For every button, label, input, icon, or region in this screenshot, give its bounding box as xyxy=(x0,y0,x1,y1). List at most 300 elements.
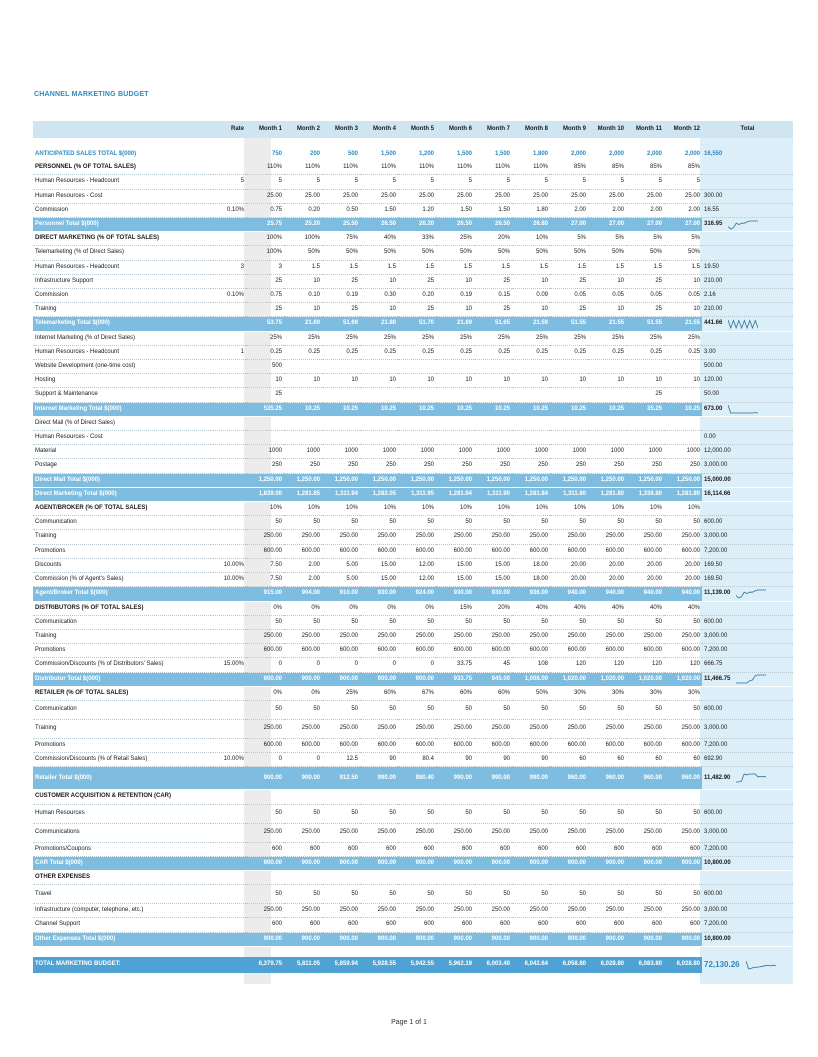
month-6-cell: 1000 xyxy=(436,445,474,459)
month-10-cell xyxy=(588,790,626,804)
month-7-cell: 50% xyxy=(474,246,512,260)
month-8-cell: 600 xyxy=(512,918,550,932)
total-value: 3,000.00 xyxy=(704,725,728,732)
month-2-cell: 250.00 xyxy=(284,629,322,643)
month-12-cell xyxy=(664,416,702,430)
row-total xyxy=(702,558,793,572)
month-1-cell: 250 xyxy=(246,459,284,473)
month-5-cell: 10% xyxy=(398,502,436,516)
month-7-cell: 0.25 xyxy=(474,345,512,359)
month-11-cell: 25 xyxy=(626,303,664,317)
month-5-cell: 250 xyxy=(398,459,436,473)
month-7-cell: 1,500 xyxy=(494,151,510,157)
month-9-cell: 50 xyxy=(550,516,588,530)
month-1-cell: 25% xyxy=(246,331,284,345)
subtotal-row xyxy=(33,218,793,232)
month-6-cell xyxy=(436,360,474,374)
row-total xyxy=(702,530,793,544)
month-5-cell: 1000 xyxy=(398,445,436,459)
month-1-cell: 535.25 xyxy=(246,402,284,416)
rate-cell: 0.10% xyxy=(211,289,246,303)
month-6-cell: 600.00 xyxy=(436,738,474,752)
month-10-cell: 40% xyxy=(588,601,626,615)
header-month-2: Month 2 xyxy=(284,121,322,138)
rate-cell xyxy=(211,331,246,345)
table-row xyxy=(33,738,793,752)
month-10-cell: 1,020.00 xyxy=(588,672,626,686)
month-3-cell: 25 xyxy=(322,303,360,317)
month-6-cell xyxy=(436,870,474,884)
month-2-cell: 5 xyxy=(284,175,322,189)
rate-cell xyxy=(211,587,246,601)
month-9-cell: 20.00 xyxy=(550,558,588,572)
month-3-cell: 250 xyxy=(322,459,360,473)
month-2-cell xyxy=(284,431,322,445)
month-12-cell: 85% xyxy=(664,161,702,175)
month-1-cell: 50 xyxy=(246,804,284,823)
row-label: Internet Marketing Total $(000) xyxy=(33,402,211,416)
month-3-cell: 5.00 xyxy=(322,573,360,587)
month-2-cell: 50 xyxy=(284,700,322,719)
month-7-cell: 110% xyxy=(474,161,512,175)
month-2-cell: 1,281.85 xyxy=(284,487,322,501)
row-total xyxy=(702,885,793,904)
month-3-cell: 600.00 xyxy=(322,644,360,658)
month-9-cell: 900.00 xyxy=(550,856,588,870)
month-4-cell xyxy=(360,360,398,374)
month-1-cell: 3 xyxy=(246,260,284,274)
rate-cell: 1 xyxy=(211,345,246,359)
month-12-cell: 250.00 xyxy=(664,823,702,842)
month-2-cell: 25.20 xyxy=(284,218,322,232)
sparkline-trend-line xyxy=(728,221,758,229)
row-total xyxy=(702,189,793,203)
sparkline-icon xyxy=(728,220,758,230)
month-7-cell: 1,311.90 xyxy=(474,487,512,501)
month-8-cell: 1,250.00 xyxy=(512,473,550,487)
month-6-cell: 5 xyxy=(436,175,474,189)
month-3-cell: 1.5 xyxy=(322,260,360,274)
subtotal-row xyxy=(33,767,793,790)
total-value: 3,000.00 xyxy=(704,462,728,469)
month-3-cell: 500 xyxy=(347,151,358,157)
month-2-cell: 600.00 xyxy=(284,544,322,558)
total-cell-content xyxy=(704,843,791,856)
month-9-cell: 1,250.00 xyxy=(550,473,588,487)
month-8-cell: 40% xyxy=(512,601,550,615)
total-value: 169.50 xyxy=(704,561,723,568)
month-3-cell: 25% xyxy=(322,686,360,700)
month-12-cell: 50 xyxy=(664,700,702,719)
sparkline-icon xyxy=(728,319,758,329)
month-12-cell: 6,028.80 xyxy=(664,957,702,973)
table-row xyxy=(33,374,793,388)
month-9-cell: 51.55 xyxy=(550,317,588,331)
month-7-cell: 25% xyxy=(474,331,512,345)
header-row xyxy=(33,121,793,138)
month-3-cell: 50 xyxy=(322,615,360,629)
month-3-cell: 0 xyxy=(322,658,360,672)
row-label: Direct Marketing Total $(000) xyxy=(33,487,211,501)
row-total xyxy=(702,402,793,416)
month-4-cell: 250.00 xyxy=(360,719,398,738)
row-label: Material xyxy=(33,445,211,459)
month-2-cell: 2.00 xyxy=(284,558,322,572)
month-2-cell xyxy=(284,388,322,402)
row-label: OTHER EXPENSES xyxy=(33,870,211,884)
row-label: DISTRIBUTORS (% OF TOTAL SALES) xyxy=(33,601,211,615)
month-4-cell: 0.25 xyxy=(360,345,398,359)
month-1-cell xyxy=(246,790,284,804)
month-3-cell: 250.00 xyxy=(322,719,360,738)
month-3-cell: 250.00 xyxy=(322,530,360,544)
sparkline-trend-line xyxy=(736,774,766,782)
row-label: CUSTOMER ACQUISITION & RETENTION (CAR) xyxy=(33,790,211,804)
month-6-cell: 1,250.00 xyxy=(436,473,474,487)
month-9-cell xyxy=(550,870,588,884)
row-total xyxy=(702,232,793,246)
month-5-cell xyxy=(398,790,436,804)
total-cell-content xyxy=(704,360,791,373)
month-11-cell: 1,250.00 xyxy=(626,473,664,487)
month-11-cell: 250.00 xyxy=(626,823,664,842)
month-3-cell xyxy=(322,431,360,445)
month-3-cell: 600.00 xyxy=(322,544,360,558)
month-2-cell: 100% xyxy=(284,232,322,246)
month-1-cell: 250.00 xyxy=(246,823,284,842)
month-7-cell: 600 xyxy=(474,918,512,932)
month-7-cell: 250.00 xyxy=(474,719,512,738)
row-total xyxy=(702,544,793,558)
month-4-cell: 50 xyxy=(360,516,398,530)
month-9-cell: 25 xyxy=(550,303,588,317)
month-5-cell xyxy=(398,431,436,445)
month-8-cell xyxy=(512,388,550,402)
month-7-cell: 10 xyxy=(474,374,512,388)
month-10-cell: 900.00 xyxy=(588,856,626,870)
month-11-cell: 20.00 xyxy=(626,573,664,587)
rate-cell xyxy=(211,719,246,738)
table-row xyxy=(33,175,793,189)
month-10-cell: 120 xyxy=(588,658,626,672)
month-12-cell: 600 xyxy=(664,918,702,932)
month-9-cell: 50% xyxy=(550,246,588,260)
month-12-cell: 40% xyxy=(664,601,702,615)
month-5-cell: 50 xyxy=(398,615,436,629)
month-3-cell: 1000 xyxy=(322,445,360,459)
rate-cell xyxy=(211,402,246,416)
month-7-cell: 15.00 xyxy=(474,573,512,587)
row-label: Human Resources - Headcount xyxy=(33,175,211,189)
month-3-cell: 10.25 xyxy=(322,402,360,416)
total-cell-content xyxy=(704,261,791,274)
month-4-cell: 1000 xyxy=(360,445,398,459)
month-5-cell: 1,311.95 xyxy=(398,487,436,501)
total-cell-content xyxy=(704,545,791,558)
month-10-cell: 1,281.80 xyxy=(588,487,626,501)
month-11-cell xyxy=(626,790,664,804)
month-2-cell: 0 xyxy=(284,658,322,672)
month-10-cell: 250 xyxy=(588,459,626,473)
header-month-10: Month 10 xyxy=(588,121,626,138)
month-9-cell: 6,058.80 xyxy=(550,957,588,973)
month-9-cell: 0.05 xyxy=(550,289,588,303)
month-9-cell: 5 xyxy=(550,175,588,189)
month-6-cell: 26.50 xyxy=(436,218,474,232)
month-11-cell: 25 xyxy=(626,388,664,402)
row-label: Website Development (one-time cost) xyxy=(33,360,211,374)
month-11-cell: 50 xyxy=(626,885,664,904)
month-2-cell: 1.5 xyxy=(284,260,322,274)
month-12-cell: 50 xyxy=(664,804,702,823)
month-5-cell: 5,942.55 xyxy=(398,957,436,973)
row-label: Training xyxy=(33,719,211,738)
rate-cell: 0.10% xyxy=(211,203,246,217)
month-11-cell: 25 xyxy=(626,274,664,288)
row-total xyxy=(702,804,793,823)
total-value: 3,000.00 xyxy=(704,533,728,540)
month-1-cell: 6,379.75 xyxy=(246,957,284,973)
month-5-cell: 50 xyxy=(398,700,436,719)
month-3-cell: 25.00 xyxy=(322,189,360,203)
month-9-cell: 250 xyxy=(550,459,588,473)
page-footer: Page 1 of 1 xyxy=(391,1019,427,1026)
month-12-cell: 0.05 xyxy=(664,289,702,303)
month-5-cell: 600.00 xyxy=(398,644,436,658)
month-6-cell: 90 xyxy=(436,753,474,767)
month-11-cell: 60 xyxy=(626,753,664,767)
month-1-cell: 250.00 xyxy=(246,719,284,738)
month-4-cell: 10 xyxy=(360,274,398,288)
month-3-cell: 900.00 xyxy=(322,672,360,686)
month-3-cell: 50 xyxy=(322,804,360,823)
row-total xyxy=(702,753,793,767)
month-3-cell: 10 xyxy=(322,374,360,388)
month-12-cell: 25.00 xyxy=(664,189,702,203)
month-5-cell: 250.00 xyxy=(398,904,436,918)
month-11-cell: 5% xyxy=(626,232,664,246)
month-2-cell: 900.00 xyxy=(284,767,322,790)
month-12-cell: 2.00 xyxy=(664,203,702,217)
month-10-cell: 27.00 xyxy=(588,218,626,232)
row-label: Communications xyxy=(33,823,211,842)
month-2-cell: 50 xyxy=(284,885,322,904)
rate-cell: 10.00% xyxy=(211,558,246,572)
month-3-cell: 0.19 xyxy=(322,289,360,303)
total-value: 3,000.00 xyxy=(704,828,728,835)
month-6-cell xyxy=(436,416,474,430)
month-11-cell: 250.00 xyxy=(626,719,664,738)
month-7-cell: 90 xyxy=(474,753,512,767)
total-value: 72,130.26 xyxy=(704,960,740,970)
month-9-cell: 25% xyxy=(550,331,588,345)
header-month-4: Month 4 xyxy=(360,121,398,138)
row-total xyxy=(702,416,793,430)
month-12-cell: 30% xyxy=(664,686,702,700)
rate-cell xyxy=(211,842,246,856)
total-cell-content xyxy=(704,204,791,217)
month-3-cell: 5.00 xyxy=(322,558,360,572)
month-5-cell: 250.00 xyxy=(398,719,436,738)
month-9-cell: 1.5 xyxy=(550,260,588,274)
month-2-cell: 0.20 xyxy=(284,203,322,217)
total-cell-content xyxy=(704,958,791,971)
rate-cell: 10.00% xyxy=(211,573,246,587)
total-cell-content xyxy=(704,739,791,752)
month-2-cell: 10.25 xyxy=(284,402,322,416)
month-7-cell: 45 xyxy=(474,658,512,672)
month-9-cell: 50 xyxy=(550,700,588,719)
month-11-cell: 250.00 xyxy=(626,629,664,643)
header-total: Total xyxy=(702,121,793,138)
month-8-cell: 50% xyxy=(512,246,550,260)
month-12-cell xyxy=(664,870,702,884)
month-3-cell: 10% xyxy=(322,502,360,516)
rate-cell xyxy=(211,856,246,870)
sparkline-icon xyxy=(736,773,766,783)
month-11-cell: 20.00 xyxy=(626,558,664,572)
rate-cell xyxy=(211,918,246,932)
table-row xyxy=(33,274,793,288)
month-1-cell: 100% xyxy=(246,246,284,260)
month-2-cell: 904.00 xyxy=(284,587,322,601)
month-11-cell: 35.25 xyxy=(626,402,664,416)
month-3-cell: 0.25 xyxy=(322,345,360,359)
rate-cell xyxy=(211,957,246,973)
month-11-cell: 50 xyxy=(626,516,664,530)
total-value: 0.00 xyxy=(704,434,716,441)
month-4-cell: 21.80 xyxy=(360,317,398,331)
month-11-cell: 10 xyxy=(626,374,664,388)
month-1-cell: 7.50 xyxy=(246,573,284,587)
total-value: 50.00 xyxy=(704,391,720,398)
month-7-cell: 20% xyxy=(474,601,512,615)
month-10-cell: 30% xyxy=(588,686,626,700)
total-value: 10,800.00 xyxy=(704,859,731,866)
budget-table xyxy=(33,121,793,973)
header-label-cell xyxy=(33,121,211,138)
month-1-cell: 25.00 xyxy=(246,189,284,203)
subtotal-row xyxy=(33,487,793,501)
month-1-cell: 25.75 xyxy=(246,218,284,232)
total-cell-content xyxy=(704,445,791,458)
month-9-cell xyxy=(550,360,588,374)
row-label: Commission xyxy=(33,203,211,217)
month-1-cell: 1,250.00 xyxy=(246,473,284,487)
row-total xyxy=(702,331,793,345)
month-1-cell: 915.00 xyxy=(246,587,284,601)
total-cell-content xyxy=(704,516,791,529)
rate-cell xyxy=(211,303,246,317)
total-value: 120.00 xyxy=(704,377,723,384)
month-10-cell: 1,250.00 xyxy=(588,473,626,487)
month-8-cell: 900.00 xyxy=(512,932,550,946)
month-2-cell: 50 xyxy=(284,615,322,629)
month-6-cell: 10 xyxy=(436,274,474,288)
month-12-cell: 960.00 xyxy=(664,767,702,790)
header-month-5: Month 5 xyxy=(398,121,436,138)
total-value: 3,000.00 xyxy=(704,907,728,914)
table-row xyxy=(33,700,793,719)
month-10-cell: 600.00 xyxy=(588,738,626,752)
table-row xyxy=(33,203,793,217)
month-6-cell: 250.00 xyxy=(436,719,474,738)
month-9-cell xyxy=(550,416,588,430)
month-8-cell: 10.25 xyxy=(512,402,550,416)
month-2-cell: 900.00 xyxy=(284,932,322,946)
total-value: 3.00 xyxy=(704,348,716,355)
month-7-cell: 60% xyxy=(474,686,512,700)
month-3-cell: 50 xyxy=(322,885,360,904)
row-total xyxy=(702,148,793,161)
month-6-cell: 50 xyxy=(436,700,474,719)
total-cell-content xyxy=(704,904,791,917)
month-3-cell: 900.00 xyxy=(322,856,360,870)
month-6-cell: 0.25 xyxy=(436,345,474,359)
rate-cell xyxy=(211,502,246,516)
month-8-cell: 50 xyxy=(512,516,550,530)
month-3-cell xyxy=(322,360,360,374)
month-1-cell: 100% xyxy=(246,232,284,246)
month-3-cell: 25.50 xyxy=(322,218,360,232)
month-3-cell: 50 xyxy=(322,700,360,719)
month-4-cell: 250.00 xyxy=(360,530,398,544)
header-month-9: Month 9 xyxy=(550,121,588,138)
row-total xyxy=(702,374,793,388)
month-7-cell: 50 xyxy=(474,885,512,904)
row-label: Telemarketing (% of Direct Sales) xyxy=(33,246,211,260)
row-label: CAR Total $(000) xyxy=(33,856,211,870)
month-11-cell: 1,336.80 xyxy=(626,487,664,501)
month-4-cell: 600.00 xyxy=(360,544,398,558)
month-12-cell: 50 xyxy=(664,885,702,904)
month-5-cell: 12.00 xyxy=(398,573,436,587)
total-value: 316.95 xyxy=(704,221,723,228)
month-8-cell: 50 xyxy=(512,804,550,823)
month-6-cell: 1.50 xyxy=(436,203,474,217)
month-5-cell xyxy=(398,416,436,430)
month-12-cell: 1,250.00 xyxy=(664,473,702,487)
month-8-cell: 18.00 xyxy=(512,573,550,587)
month-4-cell: 50 xyxy=(360,885,398,904)
month-7-cell: 25.00 xyxy=(474,189,512,203)
month-1-cell: 600.00 xyxy=(246,644,284,658)
total-value: 11,482.90 xyxy=(704,774,731,781)
month-10-cell: 50% xyxy=(588,246,626,260)
table-row xyxy=(33,360,793,374)
row-label: Human Resources - Cost xyxy=(33,431,211,445)
row-total xyxy=(702,870,793,884)
rate-cell xyxy=(211,932,246,946)
month-9-cell: 250.00 xyxy=(550,719,588,738)
month-2-cell: 10 xyxy=(284,374,322,388)
month-6-cell: 250 xyxy=(436,459,474,473)
month-10-cell: 250.00 xyxy=(588,823,626,842)
month-6-cell xyxy=(436,431,474,445)
month-6-cell: 10.25 xyxy=(436,402,474,416)
month-4-cell xyxy=(360,870,398,884)
month-1-cell: 600 xyxy=(246,918,284,932)
month-7-cell: 50 xyxy=(474,804,512,823)
row-total xyxy=(702,487,793,501)
row-total xyxy=(702,918,793,932)
month-1-cell: 50 xyxy=(246,516,284,530)
month-8-cell: 1,800 xyxy=(532,151,548,157)
month-2-cell: 2.00 xyxy=(284,573,322,587)
month-12-cell: 0.25 xyxy=(664,345,702,359)
month-11-cell: 600.00 xyxy=(626,738,664,752)
month-10-cell xyxy=(588,431,626,445)
